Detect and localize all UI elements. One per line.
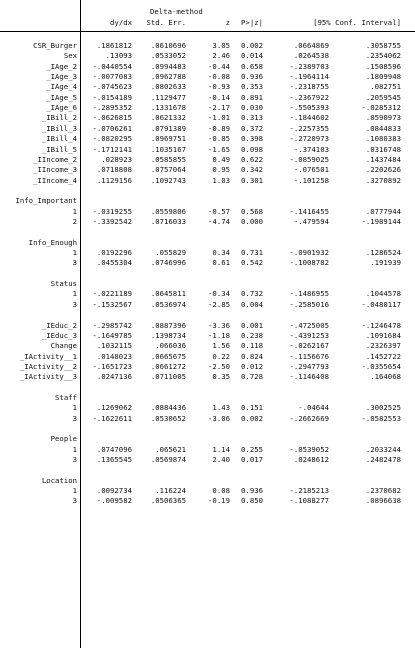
cell-stderr: .0621332 xyxy=(150,113,186,123)
cell-p: 0.118 xyxy=(241,341,263,351)
cell-p: 0.824 xyxy=(241,351,263,361)
cell-dydx: .0718808 xyxy=(96,165,132,175)
cell-dydx: -.0820295 xyxy=(92,134,132,144)
cell-ci-low: .0664869 xyxy=(293,41,329,50)
cell-ci-high: .2326397 xyxy=(365,341,401,351)
cell-ci-high: .1809948 xyxy=(365,72,401,81)
row-label: 3 xyxy=(72,299,77,309)
cell-p: 0.151 xyxy=(241,403,263,413)
cell-ci-high: .1452722 xyxy=(365,351,401,361)
cell-ci-low: -.1486955 xyxy=(289,289,329,299)
cell-dydx: -.0706261 xyxy=(92,123,132,133)
cell-ci-low: -.1146408 xyxy=(289,372,329,382)
row-label: _IAge_5 xyxy=(46,92,77,102)
cell-p: 0.002 xyxy=(241,41,263,50)
cell-z: 0.34 xyxy=(212,248,230,257)
table-row xyxy=(0,496,415,506)
cell-stderr: .0884436 xyxy=(150,403,186,413)
cell-stderr: .0559806 xyxy=(150,206,186,216)
header-col-stderr: Std. Err. xyxy=(146,18,186,27)
cell-stderr: .1331678 xyxy=(150,103,186,113)
cell-ci-low: -.2389703 xyxy=(289,61,329,71)
cell-dydx: -.0745623 xyxy=(92,82,132,92)
row-label: 1 xyxy=(72,486,77,496)
cell-stderr: .055829 xyxy=(155,248,186,257)
cell-ci-low: -.1088277 xyxy=(289,496,329,506)
cell-dydx: -.2895352 xyxy=(92,103,132,113)
row-label: _IActivity__3 xyxy=(19,372,77,382)
cell-z: -0.19 xyxy=(208,496,230,506)
cell-p: 0.936 xyxy=(241,72,263,81)
cell-ci-low: -.0901932 xyxy=(289,248,329,257)
cell-dydx: -.0077083 xyxy=(92,72,132,81)
cell-stderr: .066036 xyxy=(155,341,186,351)
cell-ci-low: -.2257355 xyxy=(289,123,329,133)
cell-ci-high: .1437484 xyxy=(365,154,401,164)
row-label: _IActivity__1 xyxy=(19,351,77,361)
cell-dydx: .0455304 xyxy=(96,258,132,268)
cell-ci-low: .0248612 xyxy=(293,455,329,464)
cell-ci-low: -.1156676 xyxy=(289,351,329,361)
cell-p: 0.030 xyxy=(241,103,263,113)
cell-p: 0.014 xyxy=(241,51,263,61)
row-label: 3 xyxy=(72,258,77,268)
row-label: _IActivity__2 xyxy=(19,361,77,371)
cell-stderr: .0610696 xyxy=(150,41,186,50)
cell-z: 2.40 xyxy=(212,455,230,464)
cell-z: 1.14 xyxy=(212,444,230,454)
cell-z: -1.01 xyxy=(208,113,230,123)
row-label: 3 xyxy=(72,413,77,423)
cell-ci-high: .1044578 xyxy=(365,289,401,299)
cell-dydx: .1129156 xyxy=(96,175,132,185)
cell-z: 0.35 xyxy=(212,372,230,382)
cell-ci-low: -.2947793 xyxy=(289,361,329,371)
cell-p: 0.098 xyxy=(241,144,263,154)
cell-p: 0.001 xyxy=(241,320,263,330)
cell-ci-low: -.5505393 xyxy=(289,103,329,113)
cell-stderr: .0962788 xyxy=(150,72,186,81)
cell-z: -0.34 xyxy=(208,289,230,299)
cell-ci-high: .2482478 xyxy=(365,455,401,464)
cell-dydx: -.0626815 xyxy=(92,113,132,123)
cell-z: 3.05 xyxy=(212,41,230,50)
cell-ci-low: -.101258 xyxy=(293,175,329,185)
cell-ci-low: -.2318755 xyxy=(289,82,329,92)
row-label: Sex xyxy=(63,51,77,61)
cell-ci-high: -.0582553 xyxy=(361,413,401,423)
cell-ci-low: -.0859025 xyxy=(289,154,329,164)
cell-z: -0.44 xyxy=(208,61,230,71)
cell-ci-high: -.0355654 xyxy=(361,361,401,371)
cell-dydx: -.2985742 xyxy=(92,320,132,330)
cell-dydx: -.009582 xyxy=(96,496,132,506)
cell-dydx: .0247136 xyxy=(96,372,132,382)
cell-ci-low: .0264538 xyxy=(293,51,329,61)
cell-dydx: -.1712141 xyxy=(92,144,132,154)
cell-ci-high: .1080383 xyxy=(365,134,401,144)
cell-z: -4.74 xyxy=(208,216,230,226)
cell-z: -2.85 xyxy=(208,299,230,309)
row-label: 1 xyxy=(72,206,77,216)
cell-ci-low: -.2185213 xyxy=(289,486,329,496)
row-label: 1 xyxy=(72,248,77,257)
cell-ci-low: -.4391253 xyxy=(289,330,329,340)
table-row xyxy=(0,341,415,351)
cell-z: 2.46 xyxy=(212,51,230,61)
cell-ci-high: .2354062 xyxy=(365,51,401,61)
table-row xyxy=(0,258,415,268)
cell-p: 0.238 xyxy=(241,330,263,340)
cell-z: -3.06 xyxy=(208,413,230,423)
cell-z: -0.57 xyxy=(208,206,230,216)
cell-dydx: .028923 xyxy=(101,154,132,164)
row-label: CSR_Burger xyxy=(33,41,77,50)
cell-p: 0.398 xyxy=(241,134,263,144)
cell-p: 0.004 xyxy=(241,299,263,309)
cell-stderr: .0530652 xyxy=(150,413,186,423)
cell-stderr: .0994483 xyxy=(150,61,186,71)
group-header-row xyxy=(0,279,415,289)
table-row xyxy=(0,82,415,92)
cell-z: 0.95 xyxy=(212,165,230,175)
cell-stderr: .1129477 xyxy=(150,92,186,102)
row-label: _IBill_3 xyxy=(41,123,77,133)
cell-z: 0.08 xyxy=(212,486,230,496)
row-label: _IAge_2 xyxy=(46,61,77,71)
cell-ci-high: .2033244 xyxy=(365,444,401,454)
cell-ci-high: .2059545 xyxy=(365,92,401,102)
cell-stderr: .0506365 xyxy=(150,496,186,506)
cell-ci-high: .0777944 xyxy=(365,206,401,216)
cell-stderr: .0536974 xyxy=(150,299,186,309)
row-label: 3 xyxy=(72,455,77,464)
cell-dydx: -.3392542 xyxy=(92,216,132,226)
cell-ci-low: -.1416455 xyxy=(289,206,329,216)
header-col-dydx: dy/dx xyxy=(110,18,132,27)
cell-ci-high: -.1246478 xyxy=(361,320,401,330)
cell-ci-high: .3270892 xyxy=(365,175,401,185)
cell-ci-low: -.374103 xyxy=(293,144,329,154)
header-row xyxy=(0,18,415,28)
table-row xyxy=(0,134,415,144)
cell-p: 0.658 xyxy=(241,61,263,71)
group-header-row xyxy=(0,476,415,486)
group-header-row xyxy=(0,196,415,206)
cell-z: -1.65 xyxy=(208,144,230,154)
table-row xyxy=(0,207,415,217)
table-row xyxy=(0,124,415,134)
table-row xyxy=(0,289,415,299)
table-row xyxy=(0,72,415,82)
cell-ci-low: -.1008782 xyxy=(289,258,329,268)
cell-z: -0.89 xyxy=(208,123,230,133)
table-row xyxy=(0,403,415,413)
cell-p: 0.731 xyxy=(241,248,263,257)
cell-ci-high: -.1989144 xyxy=(361,216,401,226)
cell-dydx: .13093 xyxy=(105,51,132,61)
cell-ci-high: .2370682 xyxy=(365,486,401,496)
cell-ci-low: -.1964114 xyxy=(289,72,329,81)
row-label: _IBill_5 xyxy=(41,144,77,154)
group-label: Staff xyxy=(55,392,77,402)
cell-p: 0.568 xyxy=(241,206,263,216)
cell-stderr: .0661272 xyxy=(150,361,186,371)
group-label: People xyxy=(50,434,77,444)
table-row xyxy=(0,414,415,424)
cell-stderr: .1092743 xyxy=(150,175,186,185)
row-label: _IIncome_3 xyxy=(33,165,77,175)
table-row xyxy=(0,93,415,103)
header-col-z: z xyxy=(225,18,230,27)
cell-dydx: -.0221189 xyxy=(92,289,132,299)
cell-dydx: .0092734 xyxy=(96,486,132,496)
cell-stderr: .0533052 xyxy=(150,51,186,61)
row-label: 1 xyxy=(72,289,77,299)
row-label: _IAge_6 xyxy=(46,103,77,113)
row-label: _IAge_3 xyxy=(46,72,77,81)
group-header-row xyxy=(0,434,415,444)
table-row xyxy=(0,362,415,372)
cell-z: 1.56 xyxy=(212,341,230,351)
table-row xyxy=(0,455,415,465)
row-label: 2 xyxy=(72,216,77,226)
cell-p: 0.301 xyxy=(241,175,263,185)
cell-dydx: .0747096 xyxy=(96,444,132,454)
cell-z: -1.18 xyxy=(208,330,230,340)
cell-p: 0.372 xyxy=(241,123,263,133)
cell-p: 0.732 xyxy=(241,289,263,299)
table-row xyxy=(0,103,415,113)
table-row xyxy=(0,155,415,165)
table-header-rule xyxy=(0,31,415,32)
cell-ci-high: .0590973 xyxy=(365,113,401,123)
cell-p: 0.255 xyxy=(241,444,263,454)
cell-ci-high: .3058755 xyxy=(365,41,401,50)
cell-ci-low: -.2585016 xyxy=(289,299,329,309)
cell-stderr: .0757064 xyxy=(150,165,186,175)
cell-ci-high: .191939 xyxy=(370,258,401,268)
table-row xyxy=(0,248,415,258)
cell-z: -0.14 xyxy=(208,92,230,102)
cell-ci-high: .0316748 xyxy=(365,144,401,154)
cell-stderr: .0887396 xyxy=(150,320,186,330)
cell-z: 0.61 xyxy=(212,258,230,268)
row-label: _IBill_2 xyxy=(41,113,77,123)
table-row xyxy=(0,217,415,227)
cell-stderr: .1035167 xyxy=(150,144,186,154)
table-row xyxy=(0,41,415,51)
cell-dydx: .0192296 xyxy=(96,248,132,257)
cell-stderr: .0791389 xyxy=(150,123,186,133)
cell-z: 1.43 xyxy=(212,403,230,413)
cell-z: -0.08 xyxy=(208,72,230,81)
cell-ci-low: -.0539052 xyxy=(289,444,329,454)
cell-stderr: .116224 xyxy=(155,486,186,496)
table-row xyxy=(0,486,415,496)
table-row xyxy=(0,331,415,341)
cell-p: 0.017 xyxy=(241,455,263,464)
cell-stderr: .0645811 xyxy=(150,289,186,299)
table-row xyxy=(0,372,415,382)
group-label: Status xyxy=(50,279,77,288)
cell-stderr: .0746996 xyxy=(150,258,186,268)
cell-ci-high: .0896638 xyxy=(365,496,401,506)
cell-z: -3.36 xyxy=(208,320,230,330)
group-header-row xyxy=(0,238,415,248)
row-label: _IIncome_2 xyxy=(33,154,77,164)
cell-p: 0.891 xyxy=(241,92,263,102)
cell-ci-high: .1091684 xyxy=(365,330,401,340)
table-row xyxy=(0,165,415,175)
row-label: 1 xyxy=(72,403,77,413)
row-label: 1 xyxy=(72,444,77,454)
cell-ci-low: -.479594 xyxy=(293,216,329,226)
cell-ci-low: -.0262167 xyxy=(289,341,329,351)
row-label: 3 xyxy=(72,496,77,506)
cell-z: 0.49 xyxy=(212,154,230,164)
cell-ci-high: .0844833 xyxy=(365,123,401,133)
table-row xyxy=(0,300,415,310)
cell-stderr: .1398734 xyxy=(150,330,186,340)
cell-stderr: .0711005 xyxy=(150,372,186,382)
row-label: _IBill_4 xyxy=(41,134,77,144)
group-label: Location xyxy=(41,475,77,485)
table-row xyxy=(0,113,415,123)
cell-ci-high: -.0480117 xyxy=(361,299,401,309)
cell-p: 0.353 xyxy=(241,82,263,92)
cell-stderr: .065621 xyxy=(155,444,186,454)
cell-stderr: .0665675 xyxy=(150,351,186,361)
cell-p: 0.012 xyxy=(241,361,263,371)
cell-dydx: -.0319255 xyxy=(92,206,132,216)
cell-ci-high: .164068 xyxy=(370,372,401,382)
cell-ci-high: .3002525 xyxy=(365,403,401,413)
cell-ci-high: -.0285312 xyxy=(361,103,401,113)
cell-ci-high: .082751 xyxy=(370,82,401,92)
cell-p: 0.728 xyxy=(241,372,263,382)
cell-ci-low: -.1844602 xyxy=(289,113,329,123)
table-row xyxy=(0,176,415,186)
cell-p: 0.542 xyxy=(241,258,263,268)
cell-p: 0.936 xyxy=(241,486,263,496)
cell-dydx: .1032115 xyxy=(96,341,132,351)
group-header-row xyxy=(0,393,415,403)
cell-stderr: .0569874 xyxy=(150,455,186,464)
table-row xyxy=(0,321,415,331)
cell-dydx: -.1649785 xyxy=(92,330,132,340)
cell-z: -2.17 xyxy=(208,103,230,113)
cell-p: 0.622 xyxy=(241,154,263,164)
cell-dydx: -.1651723 xyxy=(92,361,132,371)
cell-ci-low: -.2662669 xyxy=(289,413,329,423)
cell-z: -0.93 xyxy=(208,82,230,92)
cell-ci-high: .1286524 xyxy=(365,248,401,257)
cell-dydx: -.1622611 xyxy=(92,413,132,423)
group-label: Info_Important xyxy=(15,196,77,206)
header-method: Delta-method xyxy=(150,7,203,16)
cell-dydx: -.0440554 xyxy=(92,61,132,71)
table-row xyxy=(0,62,415,72)
cell-ci-low: -.2720973 xyxy=(289,134,329,144)
cell-ci-high: .2202626 xyxy=(365,165,401,175)
header-col-ci: [95% Conf. Interval] xyxy=(313,18,401,27)
cell-stderr: .0969751 xyxy=(150,134,186,144)
table-row xyxy=(0,445,415,455)
group-label: Info_Enough xyxy=(28,237,77,247)
row-label: _IEduc_2 xyxy=(41,320,77,330)
cell-ci-low: -.4725005 xyxy=(289,320,329,330)
row-label: Change xyxy=(50,341,77,351)
cell-ci-low: -.076501 xyxy=(293,165,329,175)
row-label: _IIncome_4 xyxy=(33,175,77,185)
cell-z: 0.22 xyxy=(212,351,230,361)
table-row xyxy=(0,352,415,362)
cell-z: -0.85 xyxy=(208,134,230,144)
row-label: _IAge_4 xyxy=(46,82,77,92)
cell-dydx: -.0154189 xyxy=(92,92,132,102)
cell-dydx: .1861812 xyxy=(96,41,132,50)
table-row xyxy=(0,145,415,155)
cell-p: 0.342 xyxy=(241,165,263,175)
table-row xyxy=(0,51,415,61)
cell-dydx: .0148023 xyxy=(96,351,132,361)
row-label: _IEduc_3 xyxy=(41,330,77,340)
cell-p: 0.850 xyxy=(241,496,263,506)
header-col-p: P>|z| xyxy=(241,18,263,27)
cell-stderr: .0802633 xyxy=(150,82,186,92)
cell-ci-low: -.04644 xyxy=(298,403,329,413)
cell-dydx: -.1532567 xyxy=(92,299,132,309)
cell-dydx: .1365545 xyxy=(96,455,132,464)
cell-p: 0.002 xyxy=(241,413,263,423)
cell-z: 1.03 xyxy=(212,175,230,185)
cell-p: 0.313 xyxy=(241,113,263,123)
cell-ci-high: .1508596 xyxy=(365,61,401,71)
cell-z: -2.50 xyxy=(208,361,230,371)
cell-ci-low: -.2367922 xyxy=(289,92,329,102)
cell-p: 0.000 xyxy=(241,216,263,226)
cell-stderr: .0585855 xyxy=(150,154,186,164)
cell-dydx: .1269062 xyxy=(96,403,132,413)
cell-stderr: .0716033 xyxy=(150,216,186,226)
